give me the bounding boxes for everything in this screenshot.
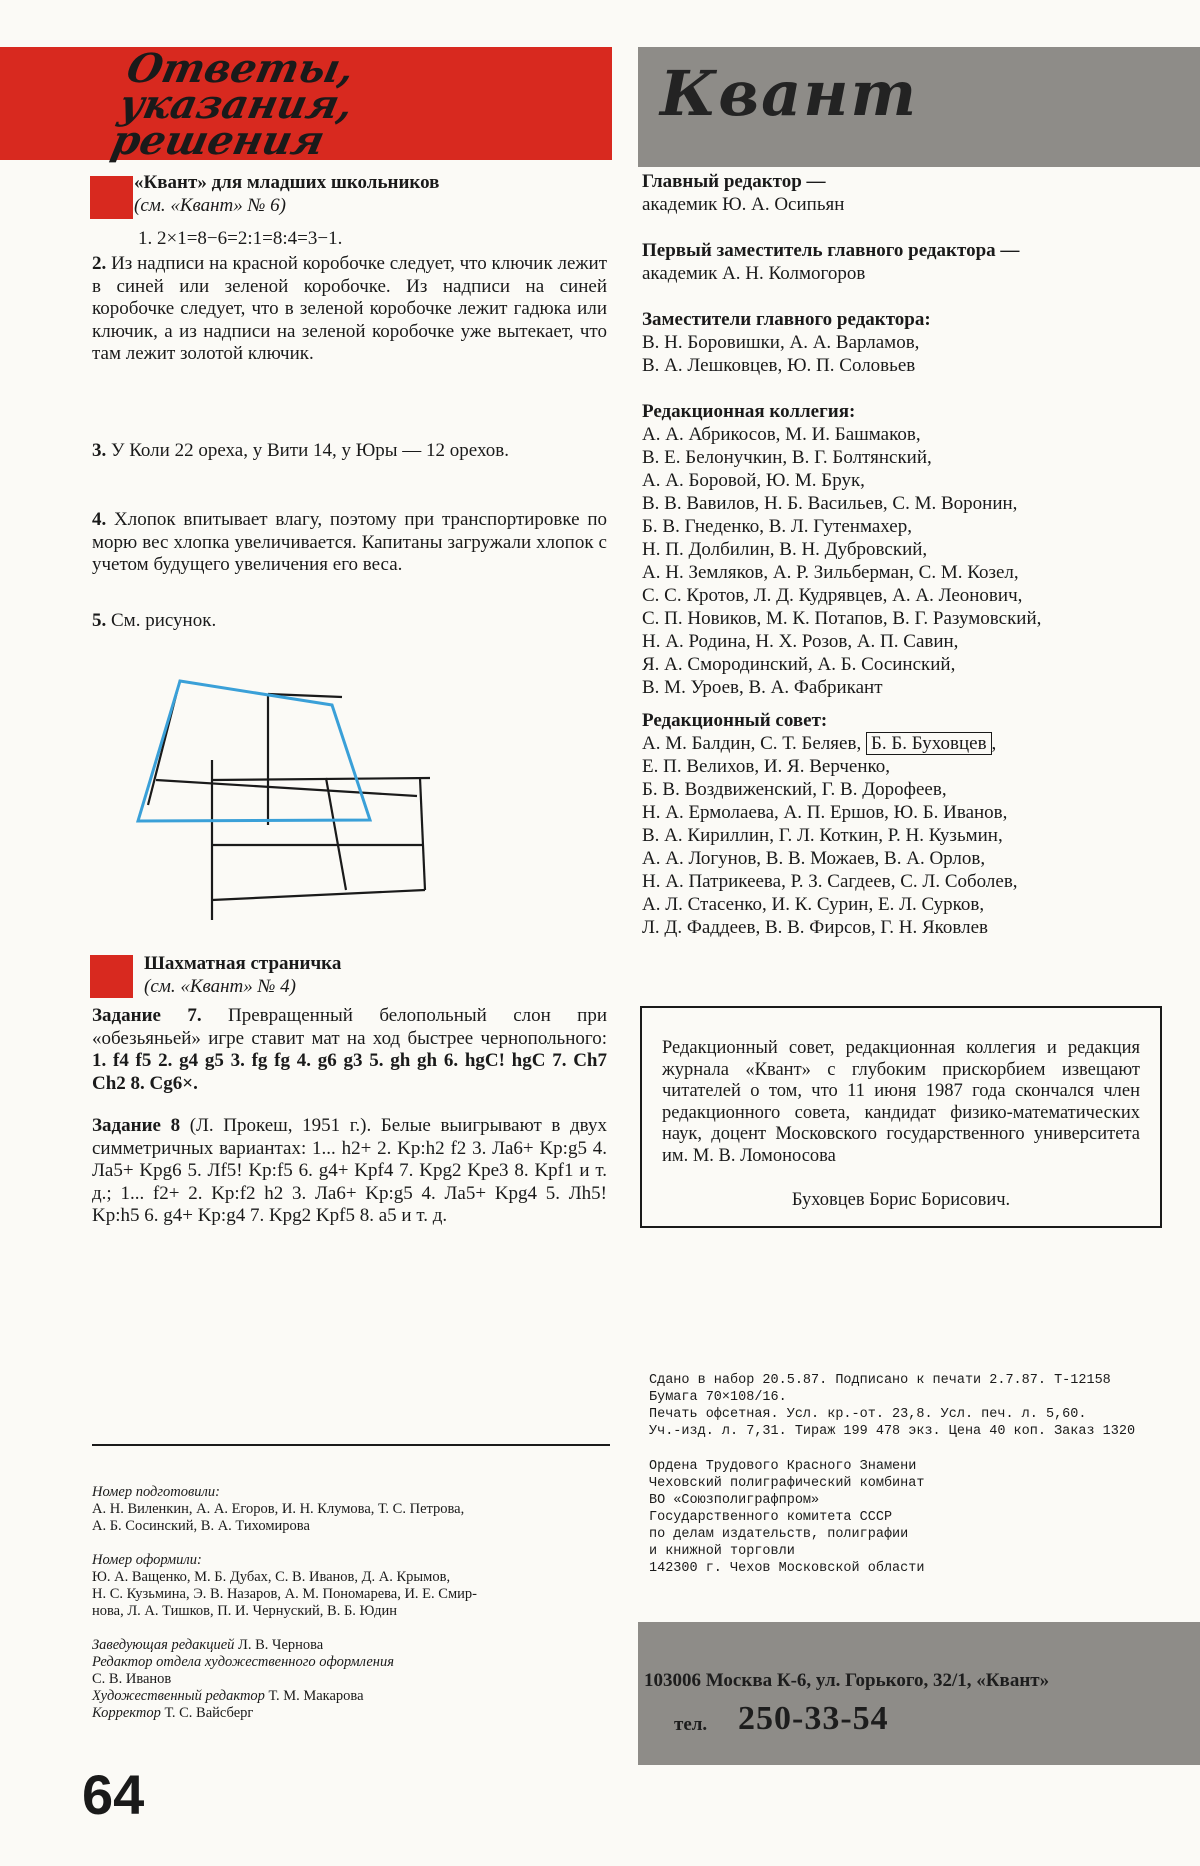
credits-divider [92,1444,610,1446]
answer-4-number: 4. [92,509,107,530]
imprint-line: Сдано в набор 20.5.87. Подписано к печати 2.7.87. Т-12158 [649,1373,1111,1388]
task-8-text: (Л. Прокеш, 1951 г.). Белые выигрывают в двух симметричных вариантах: 1... h2+ 2. Kp:h2 f2 3. Ла6+ Kp:g5 4. Ла5+ Kpg6 5. Лf5! Kp:f5 6. g4+ Kpf4 7. Kpg2 Kpe3 8. Kpf1 и т. д.; 1... f2+ 2. Kp:f2 h2 3. Ла6+ Kp:g5 4. Ла5+ Kpg4 5. Лh5! Kp:h5 6. g4+ Kp:g4 7. Kpg2 Kpf5 8. a5 и т. д. [92,1115,607,1226]
printer-line: 142300 г. Чехов Московской области [649,1561,925,1576]
council-line: Л. Д. Фаддеев, В. В. Фирсов, Г. Н. Яковлев [642,917,988,938]
answer-5 [92,610,607,633]
council-boxed-name: Б. Б. Буховцев [866,732,992,755]
chess-task-8 [92,1115,607,1228]
board-line: Б. В. Гнеденко, В. Л. Гутенмахер, [642,516,912,537]
task-7-moves: 1. f4 f5 2. g4 g5 3. fg fg 4. g6 g3 5. gh gh 6. hgC! hgC 7. Ch7 Ch2 8. Cg6×. [92,1050,607,1094]
board-line: В. М. Уроев, В. А. Фабрикант [642,677,883,698]
grid-line [326,778,346,890]
head-editor-label: Заведующая редакцией [92,1637,235,1653]
art-editor-label: Художественный редактор [92,1688,265,1704]
corrector-label: Корректор [92,1705,161,1721]
first-deputy-label: Первый заместитель главного редактора — [642,240,1020,261]
answer-2-number: 2. [92,253,107,274]
art-dept-label: Редактор отдела художественного оформления [92,1654,394,1670]
kvant-header-banner [638,47,1200,167]
head-editor-line [92,1637,612,1654]
board-line: А. А. Боровой, Ю. М. Брук, [642,470,865,491]
section1-title: «Квант» для младших школьников [134,172,440,193]
council-line: Е. П. Велихов, И. Я. Верченко, [642,756,891,777]
council-line: Б. В. Воздвиженский, Г. В. Дорофеев, [642,779,947,800]
printer-line: ВО «Союзполиграфпром» [649,1493,820,1508]
credits-block [92,1484,612,1722]
answer-3-number: 3. [92,440,107,461]
answer-5-text: См. рисунок. [111,610,217,631]
council-comma: , [991,733,997,754]
head-editor-name: Л. В. Чернова [238,1637,324,1653]
board-line: А. А. Абрикосов, М. И. Башмаков, [642,424,921,445]
corrector-name: Т. С. Вайсберг [164,1705,254,1721]
first-deputy-name: академик А. Н. Колмогоров [642,263,866,284]
printer-line: Чеховский полиграфический комбинат [649,1476,925,1491]
address-banner [638,1622,1200,1765]
answer-2 [92,253,607,366]
printer-line: по делам издательств, полиграфии [649,1527,909,1542]
council-line: Н. А. Патрикеева, Р. З. Сагдеев, С. Л. Соболев, [642,871,1018,892]
answers-header-banner [0,45,612,164]
council-line: Н. А. Ермолаева, А. П. Ершов, Ю. Б. Иванов, [642,802,1008,823]
designed-label: Номер оформили: [92,1552,202,1568]
task-7-text: Превращенный белопольный слон при «обезьяньей» игре ставит мат на ход быстрее чернопольного: [92,1005,608,1049]
board-line: С. П. Новиков, М. К. Потапов, В. Г. Разумовский, [642,608,1042,629]
deputies-line: В. А. Лешковцев, Ю. П. Соловьев [642,355,916,376]
grid-line [420,778,425,890]
task-8-label: Задание 8 [92,1115,181,1136]
answer-3-text: У Коли 22 ореха, у Вити 14, у Юры — 12 орехов. [111,440,509,461]
obituary-text: Редакционный совет, редакционная коллегия и редакция журнала «Квант» с глубоким прискорбием извещают читателей о том, что 11 июня 1987 года скончался член редакционного совета, кандидат физико-математических наук, доцент Московского государственного университета им. М. В. Ломоносова [662,1038,1140,1166]
answer-1: 1. 2×1=8−6=2:1=8:4=3−1. [138,228,343,249]
art-editor-name: Т. М. Макарова [268,1688,364,1704]
chief-editor-name: академик Ю. А. Осипьян [642,194,845,215]
answers-header-title: Ответы, указания, решения [107,45,359,164]
council-label: Редакционный совет: [642,710,828,731]
grid-line [212,890,425,900]
designed-line: Н. С. Кузьмина, Э. В. Назаров, А. М. Пономарева, И. Е. Смир- [92,1586,477,1602]
page-number: 64 [82,1763,145,1826]
council-line-start: А. М. Балдин, С. Т. Беляев, [642,733,862,754]
section2-title: Шахматная страничка [144,953,342,974]
section2-ref: (см. «Квант» № 4) [144,976,297,997]
task-7-label: Задание 7. [92,1005,202,1026]
imprint-line: Печать офсетная. Усл. кр.-от. 23,8. Усл. печ. л. 5,60. [649,1407,1087,1422]
imprint-line: Бумага 70×108/16. [649,1390,787,1405]
imprint-line: Уч.-изд. л. 7,31. Тираж 199 478 экз. Цена 40 коп. Заказ 1320 [649,1424,1136,1439]
prepared-label: Номер подготовили: [92,1484,220,1500]
telephone-label: тел. [674,1714,708,1735]
obituary-name: Буховцев Борис Борисович. [791,1190,1011,1210]
obituary-box [640,1006,1162,1228]
art-dept-name: С. В. Иванов [92,1671,172,1687]
answer-4-text: Хлопок впитывает влагу, поэтому при транспортировке по морю вес хлопка увеличивается. Капитаны загружали хлопок с учетом будущего увеличения его веса. [92,509,607,575]
corrector-line [92,1705,612,1722]
board-line: В. Е. Белонучкин, В. Г. Болтянский, [642,447,932,468]
answer-5-figure [120,665,460,920]
board-line: Н. П. Долбилин, В. Н. Дубровский, [642,539,928,560]
chess-task-7 [92,1005,607,1095]
answer-5-number: 5. [92,610,107,631]
quadrilateral-outline [138,681,370,821]
grid-line [212,778,430,780]
postal-address: 103006 Москва К-6, ул. Горького, 32/1, «Квант» [644,1670,1050,1691]
council-line: А. Л. Стасенко, И. К. Сурин, Е. Л. Сурков, [642,894,985,915]
designed-line: нова, Л. А. Тишков, П. И. Чернуский, В. Б. Юдин [92,1603,397,1619]
prepared-line: А. Н. Виленкин, А. А. Егоров, И. Н. Клумова, Т. С. Петрова, [92,1501,465,1517]
prepared-line: А. Б. Сосинский, В. А. Тихомирова [92,1518,310,1534]
council-first-line [642,732,1187,755]
deputies-line: В. Н. Боровишки, А. А. Варламов, [642,332,920,353]
chess-section-marker-square [90,955,133,998]
deputies-label: Заместители главного редактора: [642,309,931,330]
telephone-number: 250-33-54 [738,1700,889,1737]
council-line: А. А. Логунов, В. В. Можаев, В. А. Орлов, [642,848,986,869]
grid-line [156,780,417,796]
printer-block [649,1458,1194,1577]
answer-4 [92,509,607,577]
board-label: Редакционная коллегия: [642,401,856,422]
printer-line: Ордена Трудового Красного Знамени [649,1459,917,1474]
section-marker-square [90,176,133,219]
board-line: Я. А. Смородинский, А. Б. Сосинский, [642,654,956,675]
answer-3 [92,440,607,463]
board-line: С. С. Кротов, Л. Д. Кудрявцев, А. А. Леонович, [642,585,1023,606]
printer-line: Государственного комитета СССР [649,1510,893,1525]
art-editor-line [92,1688,612,1705]
editorial-staff [642,170,1187,939]
section1-ref: (см. «Квант» № 6) [134,195,287,216]
imprint-block [649,1372,1194,1440]
answer-2-text: Из надписи на красной коробочке следует, что ключик лежит в синей или зеленой коробочке. Из надписи на синей коробочке следует, что в зеленой коробочке лежит гадюка или ключик, а из надписи на зеленой коробочке уже вытекает, что там лежит золотой ключик. [92,253,608,364]
chief-editor-label: Главный редактор — [642,171,826,192]
designed-line: Ю. А. Ващенко, М. Б. Дубах, С. В. Иванов, Д. А. Крымов, [92,1569,451,1585]
council-line: В. А. Кириллин, Г. Л. Коткин, Р. Н. Кузьмин, [642,825,1003,846]
board-line: Н. А. Родина, Н. Х. Розов, А. П. Савин, [642,631,959,652]
kvant-logo: Квант [660,57,919,130]
board-line: В. В. Вавилов, Н. Б. Васильев, С. М. Воронин, [642,493,1018,514]
printer-line: и книжной торговли [649,1544,795,1559]
board-line: А. Н. Земляков, А. Р. Зильберман, С. М. Козел, [642,562,1019,583]
